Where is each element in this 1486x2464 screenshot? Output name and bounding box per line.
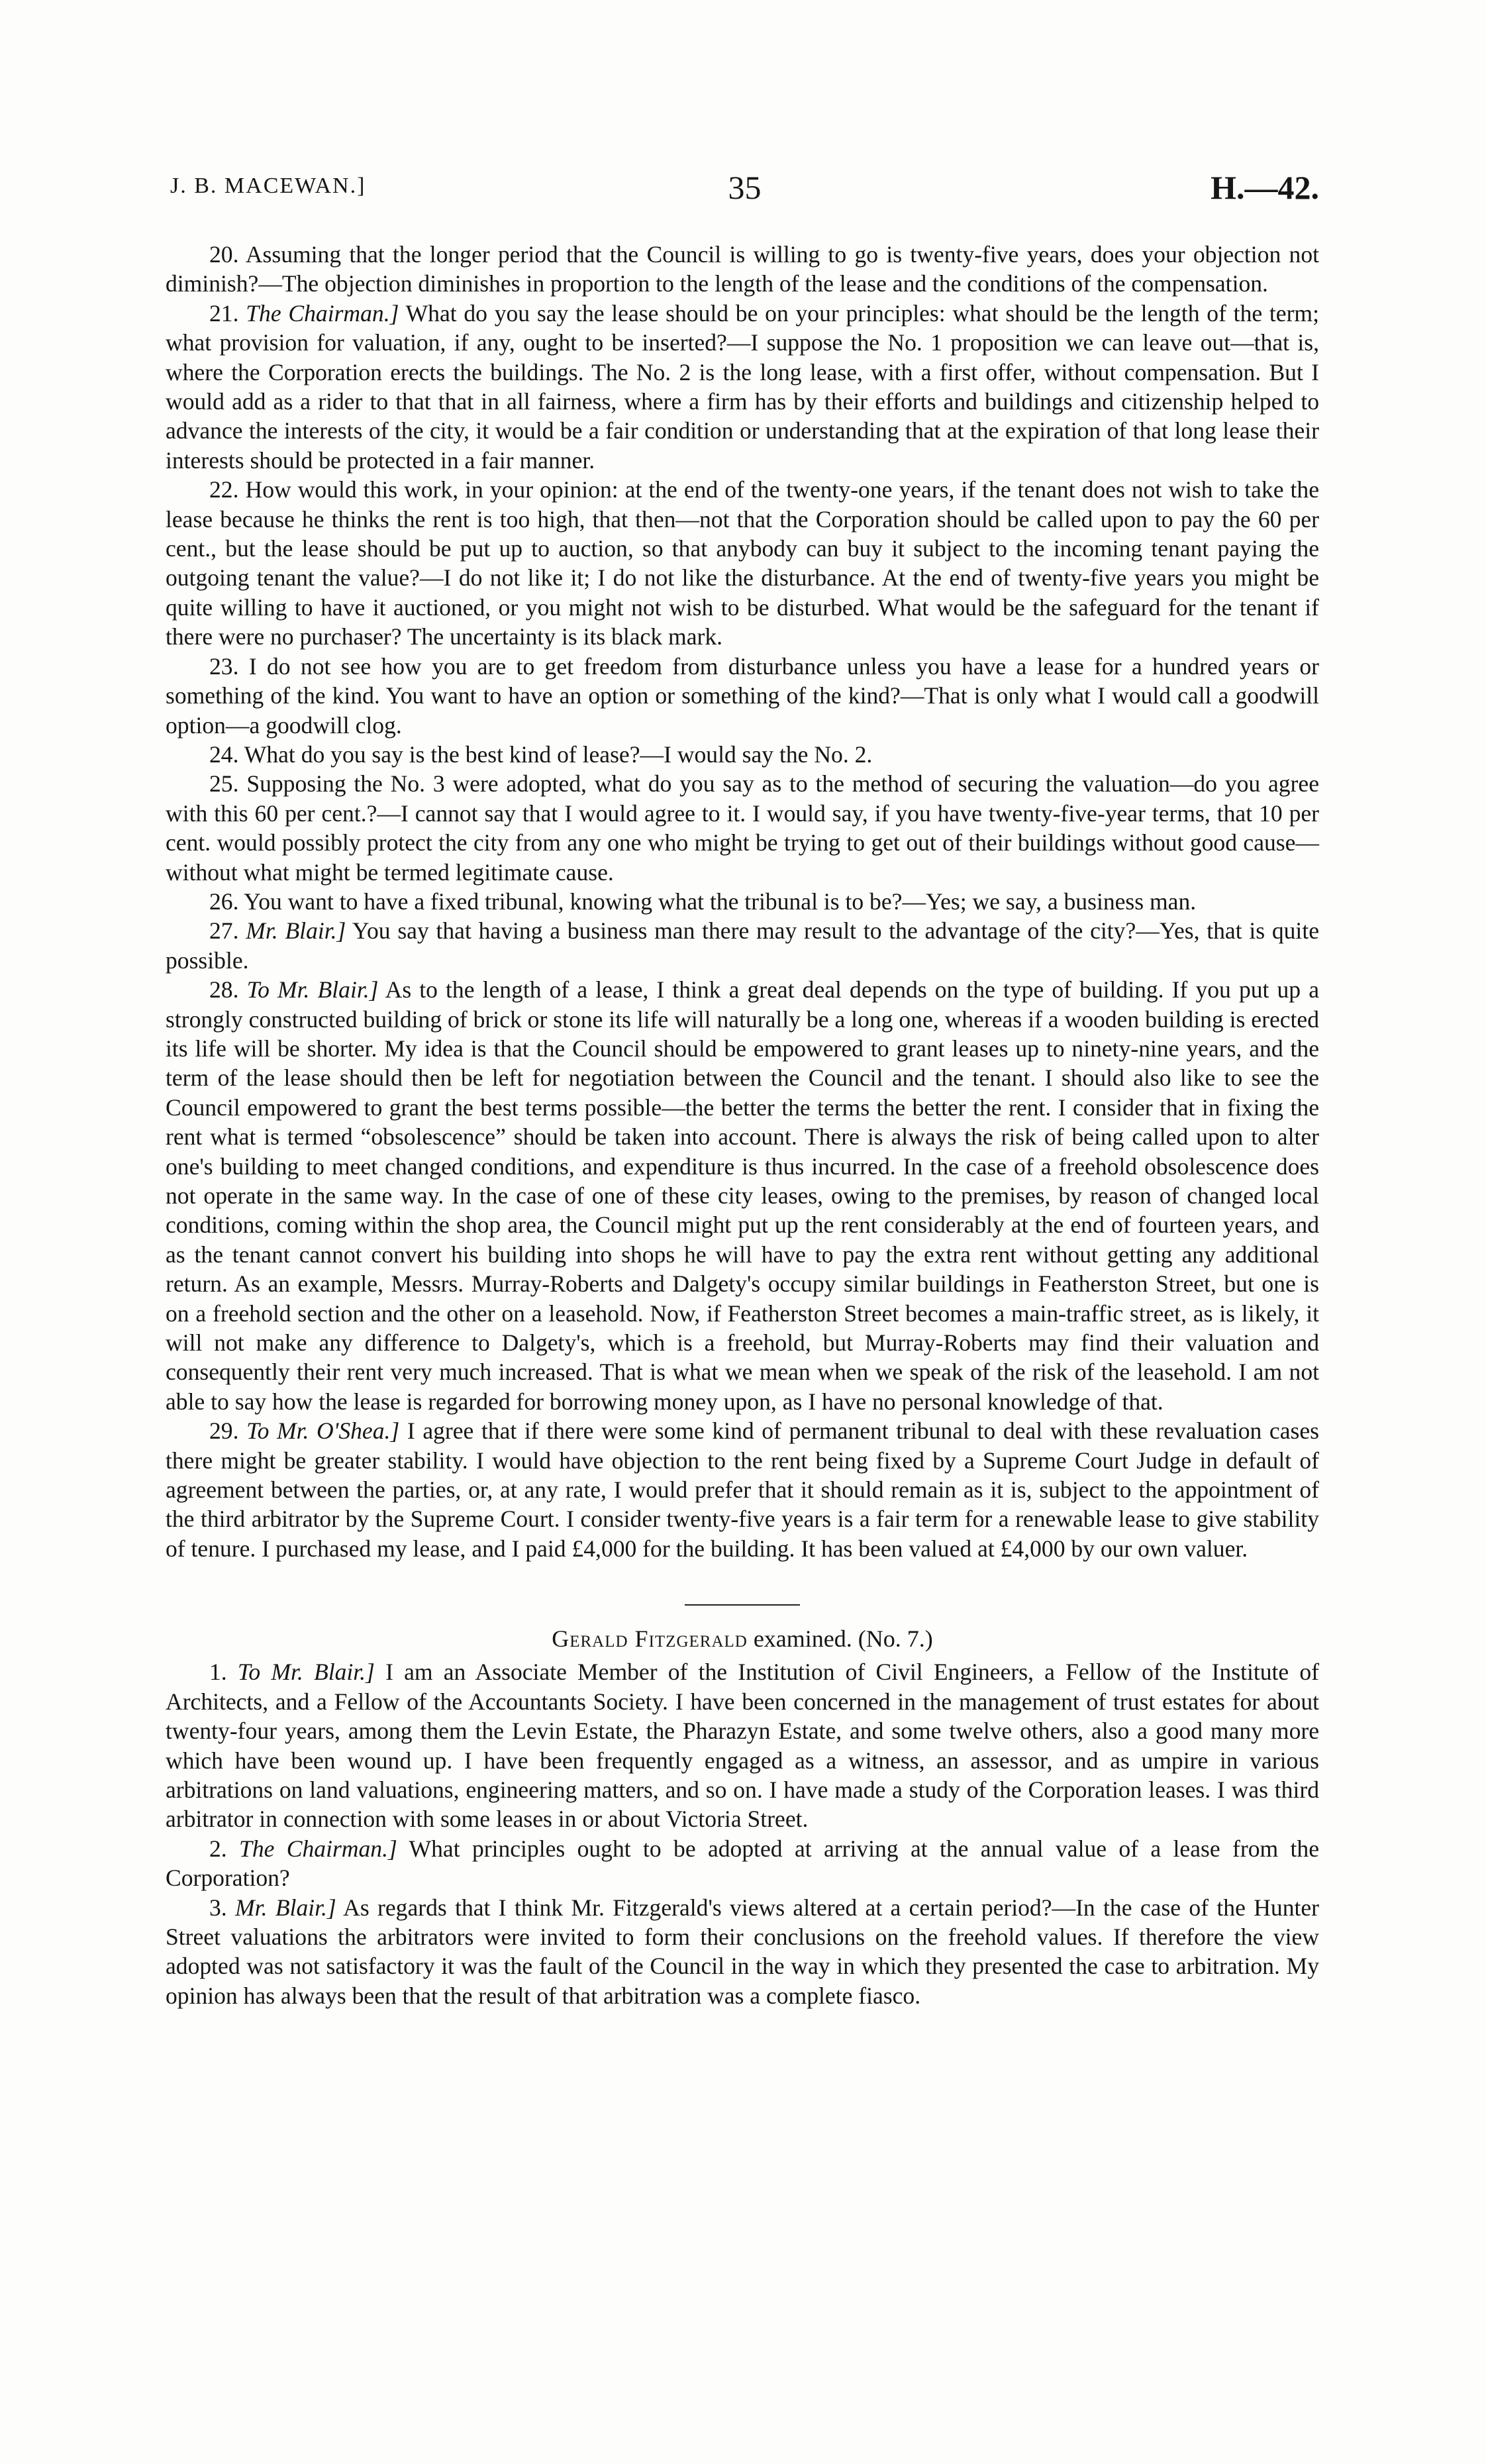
paragraph: [166, 1416, 1319, 1563]
paragraph-number: 20.: [209, 241, 239, 268]
paragraph-text: You want to have a fixed tribunal, knowing what the tribunal is to be?—Yes; we say, a business man.: [244, 888, 1197, 915]
paragraph-number: 28.: [209, 976, 239, 1003]
paragraph: [166, 1893, 1319, 2011]
paragraph-number: 22.: [209, 476, 239, 503]
paragraph-number: 25.: [209, 770, 239, 797]
speaker-label: Mr. Blair.]: [235, 1894, 336, 1921]
paragraph-text: As regards that I think Mr. Fitzgerald's views altered at a certain period?—In the case of the Hunter Street valuations the arbitrators were invited to form their conclusions on the freehold values. If therefore the view adopted was not satisfactory it was the fault of the Council in the way in which they presented the case to arbitration. My opinion has always been that the result of that arbitration was a complete fiasco.: [166, 1894, 1320, 2009]
paragraph: [166, 1834, 1319, 1893]
paragraph: [166, 975, 1319, 1416]
paragraph-number: 24.: [209, 741, 239, 768]
paragraph-text: I am an Associate Member of the Institution of Civil Engineers, a Fellow of the Institute of Architects, and a Fellow of the Accountants Society. I have been concerned in the management of trust estates for about twenty-four years, among them the Levin Estate, the Pharazyn Estate, and some twelve others, also a good many more which have been wound up. I have been frequently engaged as a witness, an assessor, and as umpire in various arbitrations on land valuations, engineering matters, and so on. I have made a study of the Corporation leases. I was third arbitrator in connection with some leases in or about Victoria Street.: [166, 1659, 1319, 1833]
paragraph-number: 23.: [209, 652, 239, 680]
paragraph: [166, 299, 1319, 475]
paragraph-number: 29.: [209, 1417, 239, 1445]
paragraph-text: Assuming that the longer period that the Council is willing to go is twenty-five years, does your objection not diminish?—The objection diminishes in proportion to the length of the lease and the conditions of the compensation.: [166, 241, 1319, 297]
paragraph: [166, 769, 1319, 887]
paragraph-text: I agree that if there were some kind of permanent tribunal to deal with these revaluation cases there might be greater stability. I would have objection to the rent being fixed by a Supreme Court Judge in default of agreement between the parties, or, at any rate, I would prefer that it should remain as it is, subject to the appointment of the third arbitrator by the Supreme Court. I consider twenty-five years is a fair term for a renewable lease to give stability of tenure. I purchased my lease, and I paid £4,000 for the building. It has been valued at £4,000 by our own valuer.: [166, 1417, 1319, 1562]
speaker-label: To Mr. O'Shea.]: [246, 1417, 400, 1445]
paragraph: [166, 652, 1319, 740]
paragraph-number: 21.: [209, 299, 239, 327]
paragraph-text: What principles ought to be adopted at arriving at the annual value of a lease from the Corporation?: [166, 1835, 1319, 1892]
paragraph: [166, 475, 1319, 651]
page-body: [166, 240, 1319, 2010]
speaker-label: To Mr. Blair.]: [246, 976, 379, 1003]
paragraph: [166, 740, 1319, 769]
witness-heading-rest: examined. (No. 7.): [753, 1625, 933, 1653]
testimony-section-fitzgerald: [166, 1657, 1319, 2010]
paragraph: [166, 916, 1319, 975]
paragraph-text: I do not see how you are to get freedom from disturbance unless you have a lease for a hundred years or something of the kind. You want to have an option or something of the kind?—That is only what I would call a goodwill option—a goodwill clog.: [166, 652, 1319, 739]
paragraph: [166, 887, 1319, 916]
header-witness-name: J. B. MACEWAN.]: [170, 174, 366, 198]
speaker-label: To Mr. Blair.]: [237, 1659, 375, 1686]
paragraph: [166, 1657, 1319, 1833]
paragraph-number: 27.: [209, 917, 239, 945]
witness-heading: [166, 1624, 1319, 1653]
paragraph-text: How would this work, in your opinion: at the end of the twenty-one years, if the tenant does not wish to take the lease because he thinks the rent is too high, that then—not that the Corporation should be called upon to pay the 60 per cent., but the lease should be put up to auction, so that anybody can buy it subject to the incoming tenant paying the outgoing tenant the value?—I do not like it; I do not like the disturbance. At the end of twenty-five years you might be quite willing to have it auctioned, or you might not wish to be disturbed. What would be the safeguard for the tenant if there were no purchaser? The uncertainty is its black mark.: [166, 476, 1319, 650]
speaker-label: The Chairman.]: [246, 299, 399, 327]
section-divider: [685, 1604, 800, 1606]
testimony-section-macewan: [166, 240, 1319, 1563]
paragraph: [166, 240, 1319, 299]
document-reference: H.—42.: [1211, 169, 1319, 206]
paragraph-number: 3.: [209, 1894, 227, 1921]
paragraph-text: Supposing the No. 3 were adopted, what do you say as to the method of securing the valuation—do you agree with this 60 per cent.?—I cannot say that I would agree to it. I would say, if you have twenty-five-year terms, that 10 per cent. would possibly protect the city from any one who might be trying to get out of their buildings without good cause—without what might be termed legitimate cause.: [166, 770, 1319, 886]
running-header: [170, 169, 1319, 213]
speaker-label: Mr. Blair.]: [246, 917, 346, 945]
paragraph-text: What do you say is the best kind of lease?—I would say the No. 2.: [244, 741, 873, 768]
page-number: 35: [728, 169, 762, 206]
paragraph-text: You say that having a business man there may result to the advantage of the city?—Yes, that is quite possible.: [166, 917, 1319, 974]
paragraph-text: As to the length of a lease, I think a great deal depends on the type of building. If you put up a strongly constructed building of brick or stone its life will naturally be a long one, whereas if a wooden building is erected its life will be shorter. My idea is that the Council should be empowered to grant leases up to ninety-nine years, and the term of the lease should then be left for negotiation between the Council and the tenant. I should also like to see the Council empowered to grant the best terms possible—the better the terms the better the rent. I consider that in fixing the rent what is termed “obsolescence” should be taken into account. There is always the risk of being called upon to alter one's building to meet changed conditions, and expenditure is thus incurred. In the case of a freehold obsolescence does not operate in the same way. In the case of one of these city leases, owing to the premises, by reason of changed local conditions, coming within the shop area, the Council might put up the rent considerably at the end of fourteen years, and as the tenant cannot convert his building into shops he will have to pay the extra rent without getting any additional return. As an example, Messrs. Murray-Roberts and Dalgety's occupy similar buildings in Featherston Street, but one is on a freehold section and the other on a leasehold. Now, if Featherston Street becomes a main-traffic street, as is likely, it will not make any difference to Dalgety's, which is a freehold, but Murray-Roberts may find their valuation and consequently their rent very much increased. That is what we mean when we speak of the risk of the leasehold. I am not able to say how the lease is regarded for borrowing money upon, as I have no personal knowledge of that.: [166, 976, 1319, 1415]
speaker-label: The Chairman.]: [239, 1835, 397, 1862]
paragraph-number: 1.: [209, 1659, 227, 1686]
paragraph-number: 26.: [209, 888, 239, 915]
paragraph-text: What do you say the lease should be on your principles: what should be the length of the term; what provision for valuation, if any, ought to be inserted?—I suppose the No. 1 proposition we can leave out—that is, where the Corporation erects the buildings. The No. 2 is the long lease, with a first offer, without compensation. But I would add as a rider to that that in all fairness, where a firm has by their efforts and buildings and citizenship helped to advance the interests of the city, it would be a fair condition or understanding that at the expiration of that long lease their interests should be protected in a fair manner.: [166, 299, 1319, 474]
witness-name: Gerald Fitzgerald: [552, 1625, 748, 1653]
paragraph-number: 2.: [209, 1835, 227, 1862]
